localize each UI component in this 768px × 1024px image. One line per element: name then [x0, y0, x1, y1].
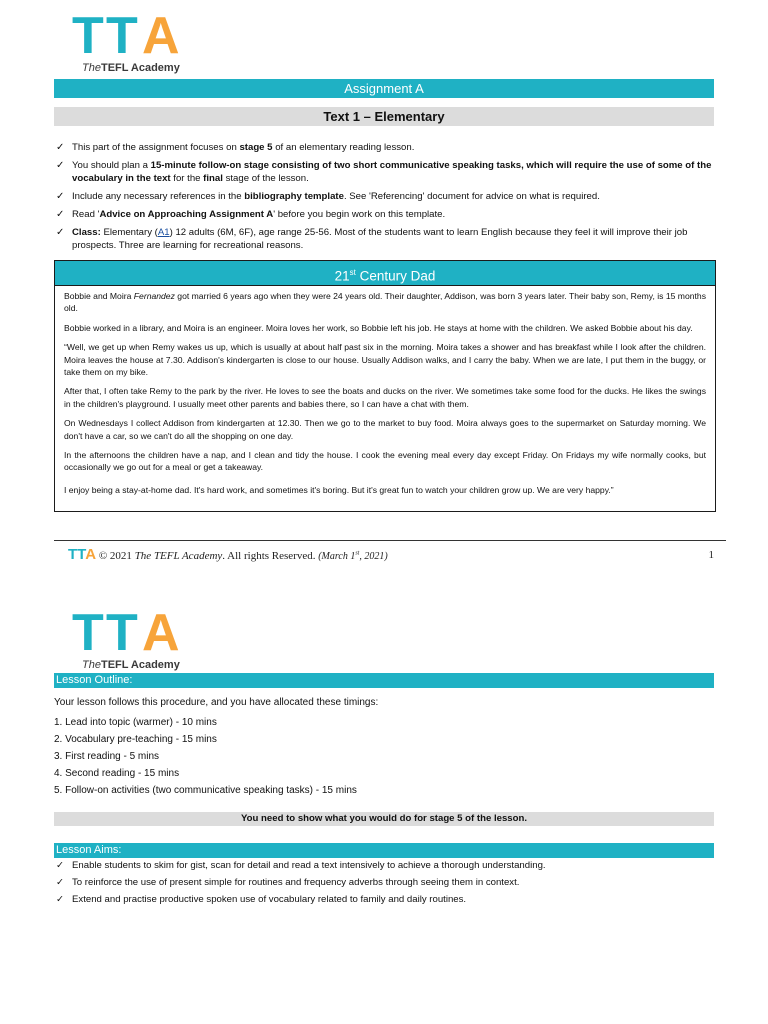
- check-icon: ✓: [56, 877, 65, 888]
- logo-brand-prefix: The: [82, 62, 101, 74]
- lesson-step: 4. Second reading - 15 mins: [54, 768, 180, 779]
- logo2-letter-t1: T: [72, 604, 104, 662]
- stage-note: [54, 812, 714, 826]
- lesson-step: 3. First reading - 5 mins: [54, 751, 160, 762]
- aim-item: ✓ Extend and practise productive spoken use of vocabulary related to family and daily routines.: [56, 894, 467, 905]
- story-title-number: 21: [334, 268, 350, 284]
- story-paragraph-7: I enjoy being a stay-at-home dad. It's hard work, and sometimes it's boring. But it's great fun to watch your children grow up. We are very happy.”: [64, 484, 614, 495]
- story-paragraph-6: In the afternoons the children have a nap, and I clean and tidy the house. I cook the evening meal every day except Friday. On Fridays my wife normally cooks, but occasionally we go out for a meal or get a takeaway.: [64, 450, 706, 473]
- logo-brand-text: [82, 62, 180, 74]
- logo2-letter-a: A: [142, 604, 180, 662]
- footer-page-number: 1: [708, 549, 714, 561]
- story-title-text: Century Dad: [355, 268, 436, 284]
- story-paragraph-4: After that, I often take Remy to the park by the river. He loves to see the boats and ducks on the river. We sometimes take some food for the ducks. He likes the swings in the children's playground. I usually meet other parents and babies there, so I can have a chat with them.: [64, 386, 706, 409]
- story-body: [55, 286, 715, 511]
- check-icon: ✓: [56, 160, 65, 171]
- logo-letter-a: A: [142, 7, 180, 65]
- footer-copyright: © 2021: [98, 550, 132, 562]
- lesson-step: 1. Lead into topic (warmer) - 10 mins: [54, 717, 217, 728]
- lesson-aims-label: Lesson Aims:: [56, 844, 122, 856]
- tta-logo-page2: [72, 604, 192, 671]
- logo-brand-name: TEFL Academy: [100, 62, 180, 74]
- story-paragraph-2: Bobbie worked in a library, and Moira is an engineer. Moira loves her work, so Bobbie left his job. He stays at home with the children. We asked Bobbie about his day.: [64, 322, 693, 333]
- aim-item: ✓ Enable students to skim for gist, scan for detail and read a text intensively to achieve a thorough understanding.: [56, 860, 546, 871]
- footer-divider: [54, 540, 726, 541]
- logo-letter-t2: T: [106, 7, 138, 65]
- level-link[interactable]: A1: [157, 227, 170, 238]
- outline-intro: Your lesson follows this procedure, and you have allocated these timings:: [54, 697, 379, 708]
- aim-item: ✓ To reinforce the use of present simple for routines and frequency adverbs through seeing them in context.: [56, 877, 520, 888]
- logo-letter-t1: T: [72, 7, 104, 65]
- story-paragraph-5: On Wednesdays I collect Addison from kindergarten at 12.30. Then we go to the market to buy food. Moira always goes to the supermarket on Saturday morning. We don't have a car, so we can't do all the shopping on one day.: [64, 418, 706, 441]
- story-paragraph-3: “Well, we get up when Remy wakes us up, which is usually at about half past six in the morning. Moira takes a shower and has breakfast while I look after the children. Moira leaves the house at 7.30. Addison's kindergarten is close to our house. Usually Addison walks, and I carry the baby. When we are late, I put them in the buggy, or take them on my bike.: [64, 342, 706, 378]
- tta-logo: [72, 7, 192, 74]
- check-icon: ✓: [56, 860, 65, 871]
- logo2-brand-text: TheTEFL Academy: [82, 659, 180, 671]
- instruction-checklist: [54, 141, 714, 257]
- story-paragraph-1: Bobbie and Moira Fernandez got married 6 years ago when they were 24 years old. Their daughter, Addison, was born 3 years later. Their baby son, Remy, is 15 months old.: [64, 291, 706, 314]
- check-icon: ✓: [56, 209, 65, 220]
- logo2-letter-t2: T: [106, 604, 138, 662]
- text-header-label: Text 1 – Elementary: [323, 109, 445, 124]
- check-icon: ✓: [56, 142, 65, 153]
- assignment-header: [54, 79, 714, 98]
- checklist-item: ✓ This part of the assignment focuses on stage 5 of an elementary reading lesson.: [56, 142, 415, 153]
- lesson-step: 5. Follow-on activities (two communicative speaking tasks) - 15 mins: [54, 785, 357, 796]
- check-icon: ✓: [56, 191, 65, 202]
- checklist-item: ✓ Read 'Advice on Approaching Assignment A' before you begin work on this template.: [56, 209, 446, 220]
- lesson-outline-header: [54, 673, 714, 688]
- lesson-step: 2. Vocabulary pre-teaching - 15 mins: [54, 734, 217, 745]
- assignment-header-label: Assignment A: [344, 81, 424, 96]
- text-header: [54, 107, 714, 126]
- lesson-outline-label: Lesson Outline:: [56, 674, 133, 686]
- check-icon: ✓: [56, 227, 65, 238]
- footer-logo: TTA: [68, 546, 97, 563]
- checklist-item: ✓ Class: Elementary (A1) 12 adults (6M, 6F), age range 25-56. Most of the students want to learn English because they feel it will improve their job prospects. Three are learning for recreational reasons.: [56, 227, 688, 251]
- lesson-steps: [54, 714, 357, 799]
- checklist-item: ✓ You should plan a 15-minute follow-on stage consisting of two short communicative speaking tasks, which will require the use of some of the vocabulary in the text for the final stage of the lesson.: [56, 160, 712, 184]
- lesson-aims-list: [54, 859, 714, 910]
- check-icon: ✓: [56, 894, 65, 905]
- story-title-sup: st: [349, 268, 356, 277]
- stage-note-text: You need to show what you would do for stage 5 of the lesson.: [240, 813, 528, 824]
- footer-academy: The TEFL Academy: [134, 550, 223, 562]
- footer-date: (March 1st, 2021): [318, 550, 388, 562]
- lesson-aims-header: [54, 843, 714, 858]
- page-footer: [68, 546, 718, 566]
- footer-rights: . All rights Reserved.: [222, 550, 316, 562]
- story-box: [54, 260, 716, 512]
- checklist-item: ✓ Include any necessary references in the bibliography template. See 'Referencing' document for advice on what is required.: [56, 191, 600, 202]
- story-title: [55, 261, 715, 286]
